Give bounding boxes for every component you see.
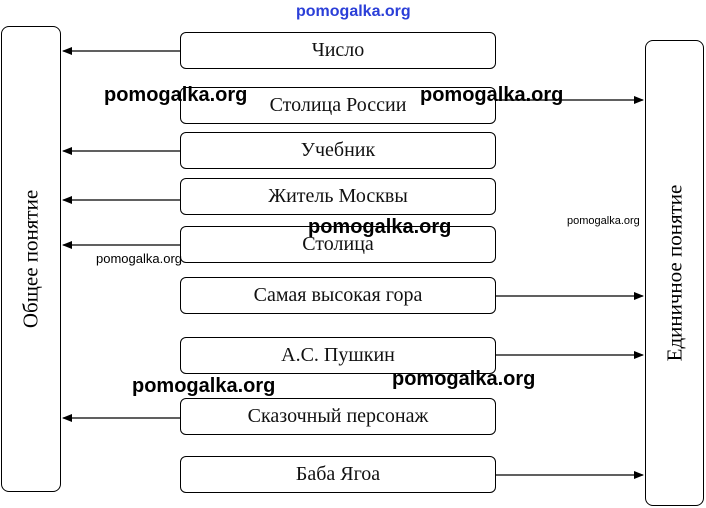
concept-label: Столица России <box>269 94 407 116</box>
watermark: pomogalka.org <box>392 368 536 390</box>
watermark-top: pomogalka.org <box>296 3 411 20</box>
concept-label: Житель Москвы <box>268 185 408 207</box>
concept-label: Число <box>311 39 365 61</box>
watermark: pomogalka.org <box>420 84 564 106</box>
watermark: pomogalka.org <box>308 216 452 238</box>
watermark: pomogalka.org <box>132 375 276 397</box>
general-concept-label: Общее понятие <box>18 189 43 329</box>
concept-label: Учебник <box>300 139 376 161</box>
concept-label: Самая высокая гора <box>253 284 423 306</box>
watermark: pomogalka.org <box>96 251 182 266</box>
individual-concept-label: Единичное понятие <box>662 184 686 362</box>
concept-label: А.С. Пушкин <box>281 344 395 366</box>
concept-label: Сказочный персонаж <box>247 405 429 427</box>
concept-label: Столица <box>302 233 374 255</box>
watermark: pomogalka.org <box>104 84 248 106</box>
watermark: pomogalka.org <box>567 215 640 227</box>
concept-label: Баба Ягоа <box>295 463 381 485</box>
